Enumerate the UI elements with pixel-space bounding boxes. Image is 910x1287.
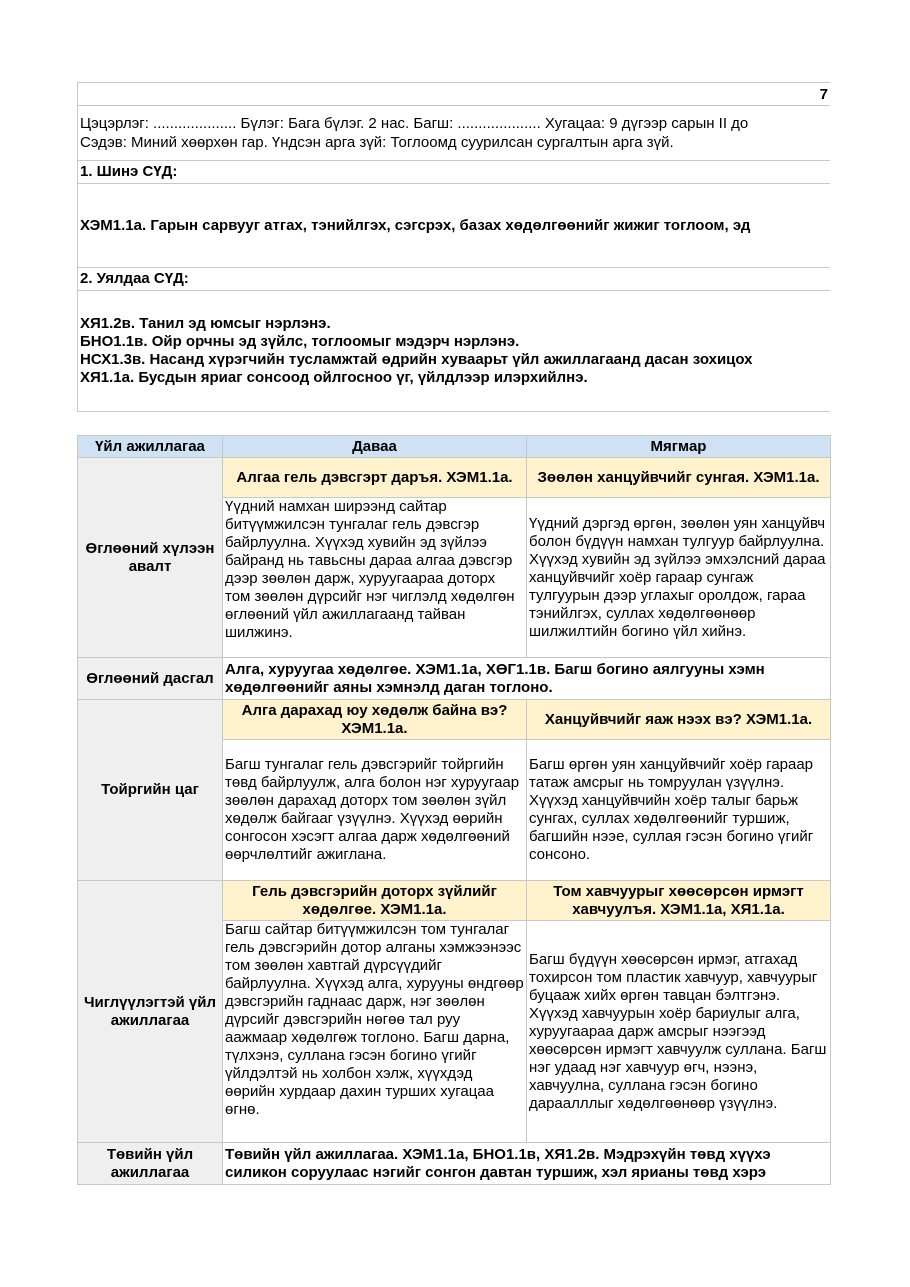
lesson-plan-header bbox=[77, 82, 830, 412]
focused-monday-title: Гель дэвсгэрийн доторх зүйлийг хөдөлгөе. ХЭМ1.1а. bbox=[223, 881, 527, 921]
page-number: 7 bbox=[78, 83, 830, 106]
activity-label-exercise: Өглөөний дасгал bbox=[78, 658, 223, 700]
info-line-1: Цэцэрлэг: .................... Бүлэг: Бага бүлэг. 2 нас. Багш: .................... Хугацаа: 9 дүгээр сарын II до bbox=[80, 115, 749, 132]
circle-tuesday-text: Багш өргөн уян ханцуйвчийг хоёр гараар татаж амсрыг нь томруулан үзүүлнэ. Хүүхэд ханцуйвчийн хоёр талыг барьж сунгах, суллах хөдөлгөөнийг туршиж, багшийн нээе, суллая гэсэн богино үгийг сонсоно. bbox=[527, 740, 831, 881]
central-line-2: силикон соруулаас нэгийг сонгон давтан туршиж, хэл ярианы төвд хэрэ bbox=[225, 1163, 767, 1181]
header-monday: Даваа bbox=[223, 436, 527, 458]
focused-tuesday-text: Багш бүдүүн хөөсөрсөн ирмэг, атгахад тохирсон том пластик хавчуур, хавчуурыг буцааж хийх өргөн тавцан бэлтгэнэ. Хүүхэд хавчуурын хоёр бариулыг алга, хуруугаараа дарж амсрыг нээгээд хөөсөрсөн ирмэгт хавчуулж суллана. Багш нэг удаад нэг хавчуур өгч, нээнэ, хавчуулна, суллана гэсэн богино дараалллыг хөдөлгөөнөөр үзүүлнэ. bbox=[527, 921, 831, 1143]
header-activity: Үйл ажиллагаа bbox=[78, 436, 223, 458]
circle-monday-text: Багш тунгалаг гель дэвсгэрийг тойргийн төвд байрлуулж, алга болон нэг хуруугаар зөөлөн дарахад доторх том зөөлөн зүйл хөдөлж байгааг үзүүлнэ. Хүүхэд өөрийн сонгосон хэсэгт алгаа дарж хөдөлгөөний өөрчлөлтийг ажиглана. bbox=[223, 740, 527, 881]
section2-line: ХЯ1.2в. Танил эд юмсыг нэрлэнэ. bbox=[80, 315, 331, 332]
section2-title: 2. Уялдаа СҮД: bbox=[78, 268, 830, 291]
table-row bbox=[78, 458, 831, 498]
lesson-info bbox=[78, 106, 830, 161]
exercise-text bbox=[223, 658, 831, 700]
morning-monday-text: Үүдний намхан ширээнд сайтар битүүмжилсэн тунгалаг гель дэвсгэр байрлуулна. Хүүхэд хувийн эд зүйлээ байранд нь тавьсны дараа алгаа дэвсгэр дээр зөөлөн дарж, хуруугаараа доторх том зөөлөн дүрсийг нэг чиглэлд хөдөлгөн өглөөний үйл ажиллагаанд тайван шилжинэ. bbox=[223, 498, 527, 658]
section1-title: 1. Шинэ СҮД: bbox=[78, 161, 830, 184]
section2-line: НСХ1.3в. Насанд хүрэгчийн тусламжтай өдрийн хуваарьт үйл ажиллагаанд дасан зохицох bbox=[80, 351, 753, 368]
activity-label-morning: Өглөөний хүлээн авалт bbox=[78, 458, 223, 658]
info-line-2: Сэдэв: Миний хөөрхөн гар. Үндсэн арга зүй: Тоглоомд суурилсан сургалтын арга зүй. bbox=[80, 134, 674, 151]
central-text bbox=[223, 1143, 831, 1185]
activity-label-central: Төвийн үйл ажиллагаа bbox=[78, 1143, 223, 1185]
table-row bbox=[78, 658, 831, 700]
morning-tuesday-text: Үүдний дэргэд өргөн, зөөлөн уян ханцуйвч болон бүдүүн намхан тулгуур байрлуулна. Хүүхэд хувийн эд зүйлээ эмхэлсний дараа ханцуйвчийг хоёр гараар сунгаж тулгуурын дээр углахыг оролдож, гараа тэнийлгэх, суллах хөдөлгөөнөөр шилжилтийн богино үйл хийнэ. bbox=[527, 498, 831, 658]
section2-line: БНО1.1в. Ойр орчны эд зүйлс, тоглоомыг мэдэрч нэрлэнэ. bbox=[80, 333, 520, 350]
activity-label-focused: Чиглүүлэгтэй үйл ажиллагаа bbox=[78, 881, 223, 1143]
exercise-line-1: Алга, хуруугаа хөдөлгөе. ХЭМ1.1а, ХӨГ1.1в. Багш богино аялгууны хэмн bbox=[225, 660, 765, 678]
activity-label-circle: Тойргийн цаг bbox=[78, 700, 223, 881]
exercise-line-2: хөдөлгөөнийг аяны хэмнэлд даган тоглоно. bbox=[225, 678, 553, 696]
focused-tuesday-title: Том хавчуурыг хөөсөрсөн ирмэгт хавчуулъя. ХЭМ1.1а, ХЯ1.1а. bbox=[527, 881, 831, 921]
table-row bbox=[78, 1143, 831, 1185]
table-header-row bbox=[78, 436, 831, 458]
circle-monday-title: Алга дарахад юу хөдөлж байна вэ? ХЭМ1.1а. bbox=[223, 700, 527, 740]
focused-monday-text: Багш сайтар битүүмжилсэн том тунгалаг гель дэвсгэрийн дотор алганы хэмжээнээс том зөөлөн хавтгай дүрсүүдийг байрлуулна. Хүүхэд алга, хурууны өндгөөр дэвсгэрийн гаднаас дарж, нэг зөөлөн дүрсийг дэвсгэрийн нөгөө тал руу аажмаар хөдөлгөж тоглоно. Багш дарна, түлхэнэ, суллана гэсэн богино үгийг үйлдэлтэй нь холбон хэлж, хүүхдэд өөрийн хурдаар дахин турших хугацаа өгнө. bbox=[223, 921, 527, 1143]
circle-tuesday-title: Ханцуйвчийг яаж нээх вэ? ХЭМ1.1а. bbox=[527, 700, 831, 740]
morning-tuesday-title: Зөөлөн ханцуйвчийг сунгая. ХЭМ1.1а. bbox=[527, 458, 831, 498]
section2-list bbox=[78, 291, 830, 412]
header-tuesday: Мягмар bbox=[527, 436, 831, 458]
table-row bbox=[78, 700, 831, 740]
central-line-1: Төвийн үйл ажиллагаа. ХЭМ1.1а, БНО1.1в, ХЯ1.2в. Мэдрэхүйн төвд хүүхэ bbox=[225, 1145, 771, 1163]
section2-line: ХЯ1.1а. Бусдын яриаг сонсоод ойлгосноо үг, үйлдлээр илэрхийлнэ. bbox=[80, 369, 588, 386]
weekly-activity-table bbox=[77, 435, 831, 1185]
section1-text: ХЭМ1.1а. Гарын сарвууг атгах, тэнийлгэх, сэгсрэх, базах хөдөлгөөнийг жижиг тоглоом, эд bbox=[78, 184, 830, 268]
table-row bbox=[78, 881, 831, 921]
morning-monday-title: Алгаа гель дэвсгэрт даръя. ХЭМ1.1а. bbox=[223, 458, 527, 498]
